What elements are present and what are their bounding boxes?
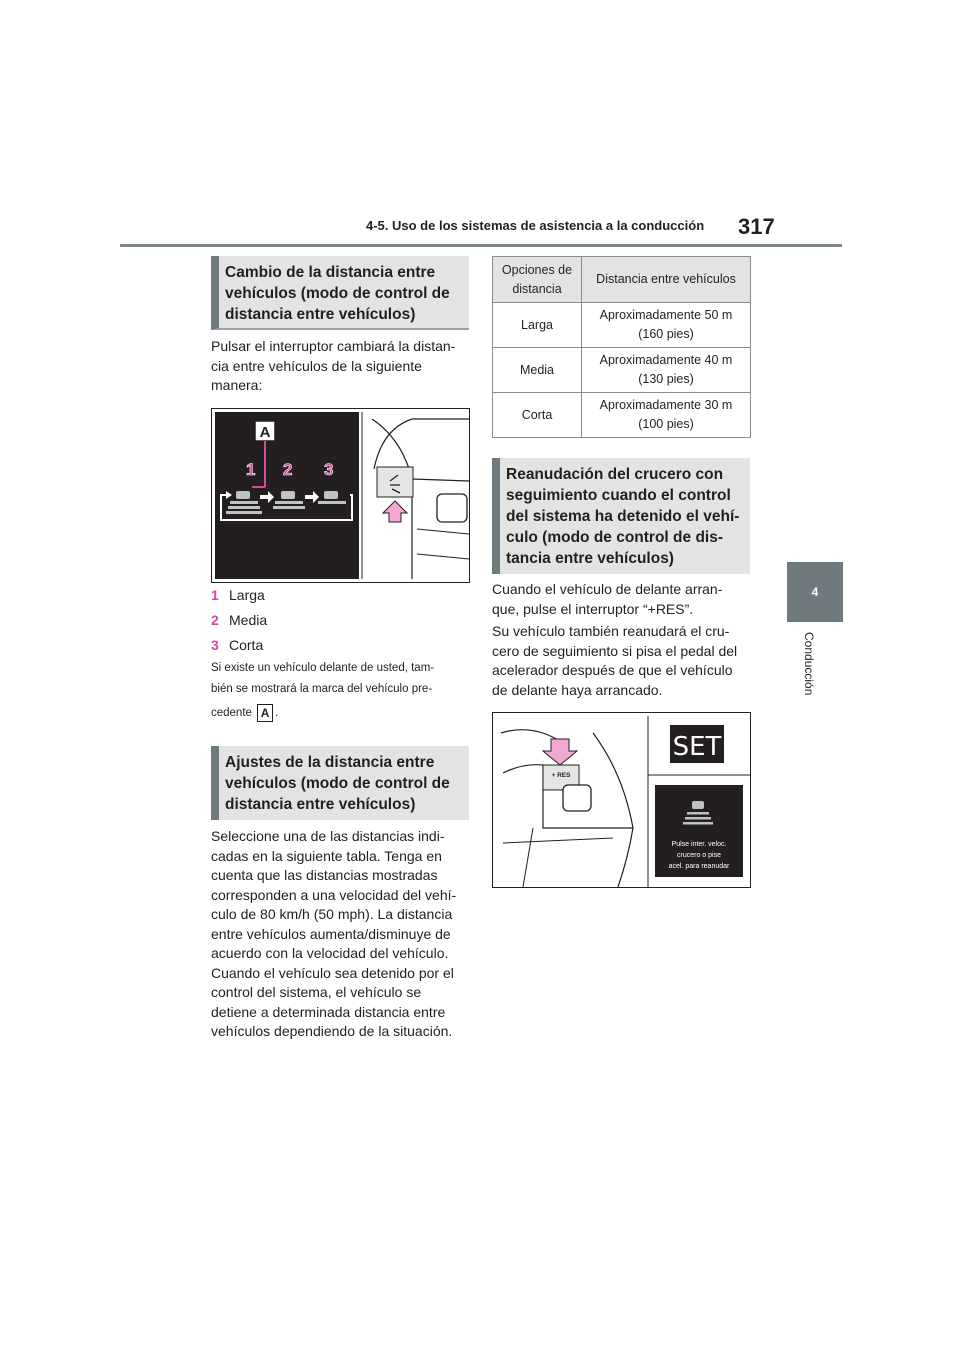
cell-line: (100 pies) [638,417,694,431]
cell-line: (160 pies) [638,327,694,341]
list-number: 1 [211,587,219,603]
body-line: cero de seguimiento si pisa el pedal del [492,642,738,659]
table-row [493,393,751,438]
table-header-cell [493,257,582,303]
page-number: 317 [738,214,775,239]
header-rule [120,244,842,247]
note-text: . [275,707,279,719]
body-line: detiene a determinada distancia entre [211,1003,446,1020]
heading-line: culo (modo de control de dis- [506,529,723,546]
cell-line: (130 pies) [638,372,694,386]
list-label: Corta [229,637,264,653]
body-line: acelerador después de que el vehículo [492,662,733,678]
section1-heading [211,256,469,330]
cell-line: Aproximadamente 40 m [599,353,733,367]
body-line: vehículos dependiendo de la situación. [211,1023,453,1039]
res-switch-label: + RES [551,772,571,779]
message-line: crucero o pise [677,852,721,859]
body-line: Su vehículo también reanudará el cru- [492,623,730,639]
distance-switch-button [377,467,413,497]
table-cell-option: Media [493,348,582,393]
res-switch-illustration [493,713,750,887]
heading-line: vehículos (modo de control de [225,775,450,792]
note-line: Si existe un vehículo delante de usted, tam- [211,662,435,674]
note-line [211,703,476,724]
body-line: cia entre vehículos de la siguiente [211,357,422,374]
table-cell-distance [582,393,751,438]
table-cell-distance [582,303,751,348]
set-display-text: SET [672,732,722,762]
list-number: 2 [211,612,219,628]
table-header-row [493,257,751,303]
press-arrow-icon [383,501,407,522]
heading-line: tancia entre vehículos) [506,550,674,567]
list-item [211,611,471,636]
chapter-label [800,632,820,712]
body-line: Cuando el vehículo de delante arran- [492,581,723,597]
list-number: 3 [211,637,219,653]
table-cell-option: Larga [493,303,582,348]
body-line: Seleccione una de las distancias indi- [211,828,445,844]
body-line: de delante haya arrancado. [492,681,663,698]
cell-line: Aproximadamente 50 m [599,308,733,322]
heading-line: Ajustes de la distancia entre [225,754,435,771]
section1-note [211,658,476,724]
body-line: entre vehículos aumenta/disminuye de [211,925,451,942]
body-line: cadas en la siguiente tabla. Tenga en [211,847,442,864]
distance-table [492,256,751,438]
section2-heading [211,746,469,820]
heading-line: distancia entre vehículos) [225,306,416,323]
section1-body [211,337,471,396]
table-cell-distance [582,348,751,393]
wheel-button [437,494,467,522]
wheel-contour [412,479,469,481]
section3-heading [492,458,750,574]
body-line: control del sistema, el vehículo se [211,984,422,1000]
heading-line: Reanudación del crucero con [506,466,724,483]
body-line: Pulsar el interruptor cambiará la distan- [211,338,456,354]
section3-body2 [492,622,757,700]
table-row [493,303,751,348]
distance-list [211,586,471,661]
press-arrow-icon [543,739,577,765]
cell-line: Aproximadamente 30 m [599,398,733,412]
body-line: corresponden a una velocidad del vehí- [211,886,457,903]
wheel-button [563,785,591,811]
list-label: Larga [229,587,265,603]
chapter-tab: 4 [787,562,843,622]
distance-number-1: 1 [246,460,256,479]
body-line: culo de 80 km/h (50 mph). La distancia [211,906,453,922]
wheel-contour [372,419,412,579]
body-line: manera: [211,377,263,393]
table-header-cell [582,257,751,303]
distance-number-2: 2 [283,460,293,479]
heading-line: Cambio de la distancia entre [225,264,436,281]
wheel-contour [503,828,613,887]
section2-body [211,827,476,1042]
distance-number-3: 3 [324,460,334,479]
distance-switch-illustration [212,409,469,582]
list-item [211,586,471,611]
wheel-contour [417,529,469,559]
heading-line: vehículos (modo de control de [225,285,450,302]
header-line: Opciones de [501,262,573,277]
heading-line: distancia entre vehículos) [225,796,416,813]
body-line: que, pulse el interruptor “+RES”. [492,600,694,617]
message-line: Pulse inter. veloc. [671,841,727,848]
list-label: Media [229,612,268,628]
chapter-label-text: Conducción [802,632,816,696]
distance-switch-figure [211,408,470,583]
message-line: acel. para reanudar [668,863,730,870]
header-title: 4-5. Uso de los sistemas de asistencia a la conducción [366,218,705,233]
note-line: bién se mostrará la marca del vehículo pre- [211,683,433,695]
note-text: cedente [211,707,252,719]
wheel-contour [374,419,469,469]
heading-line: del sistema ha detenido el vehí- [506,508,740,525]
body-line: cuenta que las distancias mostradas [211,867,438,883]
section3-body1 [492,580,757,619]
callout-a-inline: A [257,704,273,722]
header-line: Distancia entre vehículos [596,272,736,286]
wheel-contour [593,733,633,887]
table-cell-option: Corta [493,393,582,438]
body-line: Cuando el vehículo sea detenido por el [211,964,454,981]
table-row [493,348,751,393]
callout-a-label: A [259,424,271,441]
heading-line: seguimiento cuando el control [506,487,731,504]
header-line: distancia [512,281,562,296]
res-switch-figure [492,712,751,888]
body-line: acuerdo con la velocidad del vehículo. [211,945,449,961]
